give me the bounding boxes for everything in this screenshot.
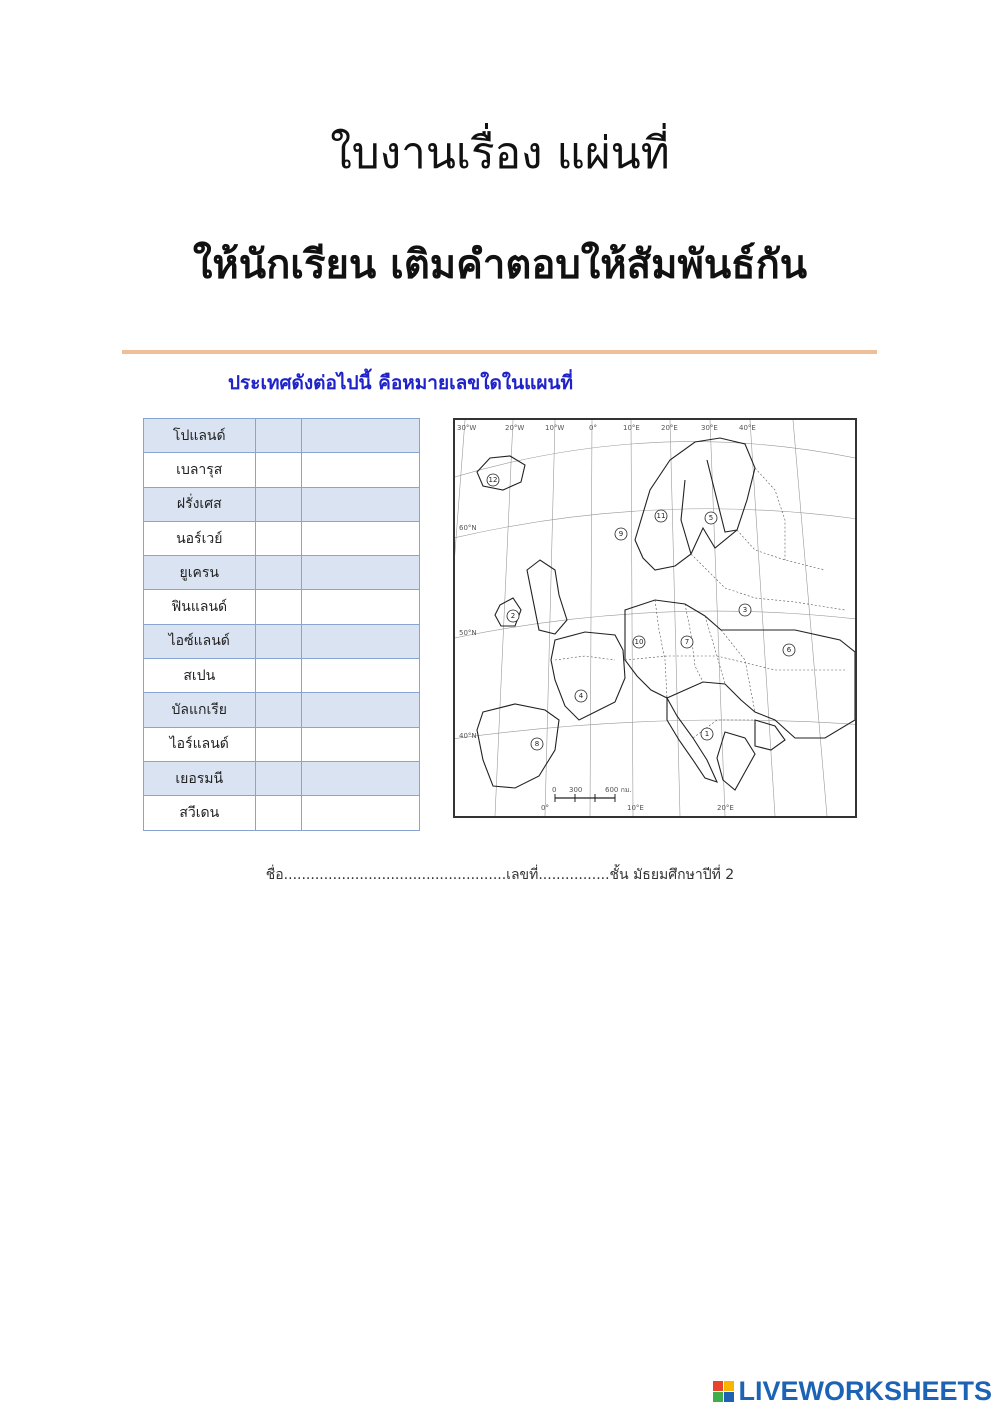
longitude-label: 10°W — [545, 424, 565, 432]
divider-line — [122, 350, 877, 354]
table-row — [144, 659, 420, 693]
bottom-label: 10°E — [627, 804, 644, 812]
answer-table — [143, 418, 420, 831]
table-row — [144, 521, 420, 555]
country-name: สวีเดน — [144, 796, 256, 830]
logo-square — [713, 1381, 723, 1391]
answer-box[interactable] — [255, 624, 302, 658]
answer-box[interactable] — [255, 727, 302, 761]
longitude-label: 20°W — [505, 424, 525, 432]
answer-box[interactable] — [302, 761, 420, 795]
longitude-label: 40°E — [739, 424, 756, 432]
table-row — [144, 727, 420, 761]
answer-box[interactable] — [302, 521, 420, 555]
answer-box[interactable] — [302, 590, 420, 624]
table-row — [144, 556, 420, 590]
answer-box[interactable] — [255, 453, 302, 487]
table-row — [144, 590, 420, 624]
answer-box[interactable] — [255, 487, 302, 521]
answer-box[interactable] — [302, 659, 420, 693]
liveworksheets-brand — [713, 1376, 992, 1407]
brand-name: LIVEWORKSHEETS — [738, 1376, 992, 1406]
country-name: นอร์เวย์ — [144, 521, 256, 555]
logo-square — [724, 1392, 734, 1402]
country-name: เยอรมนี — [144, 761, 256, 795]
longitude-label: 0° — [589, 424, 597, 432]
longitude-label: 30°E — [701, 424, 718, 432]
map-marker-label: 11 — [656, 512, 666, 520]
table-row — [144, 761, 420, 795]
answer-box[interactable] — [255, 796, 302, 830]
map-marker-label: 1 — [704, 730, 710, 738]
europe-map-drawing — [455, 420, 855, 816]
map-number-markers — [487, 474, 795, 750]
answer-box[interactable] — [302, 556, 420, 590]
answer-box[interactable] — [255, 761, 302, 795]
bottom-label: 0° — [541, 804, 549, 812]
answer-box[interactable] — [302, 727, 420, 761]
map-marker-label: 6 — [786, 646, 792, 654]
logo-square — [713, 1392, 723, 1402]
scale-bar-drawing — [555, 794, 615, 802]
map-marker-label: 2 — [510, 612, 516, 620]
bottom-label: 20°E — [717, 804, 734, 812]
country-name: ฟินแลนด์ — [144, 590, 256, 624]
scale-label: 0 — [552, 786, 557, 794]
liveworksheets-logo-icon — [713, 1381, 734, 1402]
map-marker-label: 9 — [618, 530, 624, 538]
map-marker-label: 4 — [578, 692, 584, 700]
question-heading: ประเทศดังต่อไปนี้ คือหมายเลขใดในแผนที่ — [228, 372, 574, 394]
answer-box[interactable] — [255, 659, 302, 693]
country-name: เบลารุส — [144, 453, 256, 487]
map-marker-label: 12 — [488, 476, 498, 484]
answer-box[interactable] — [255, 556, 302, 590]
map-graticule-labels — [457, 424, 756, 812]
scale-label: 300 — [569, 786, 583, 794]
map-marker-label: 10 — [634, 638, 644, 646]
country-name: ฝรั่งเศส — [144, 487, 256, 521]
answer-box[interactable] — [302, 796, 420, 830]
country-name: บัลแกเรีย — [144, 693, 256, 727]
answer-box[interactable] — [302, 453, 420, 487]
latitude-label: 50°N — [459, 629, 477, 637]
map-marker-label: 7 — [684, 638, 690, 646]
worksheet-instruction: ให้นักเรียน เติมคำตอบให้สัมพันธ์กัน — [192, 242, 808, 288]
logo-square — [724, 1381, 734, 1391]
answer-box[interactable] — [302, 487, 420, 521]
europe-map — [453, 418, 857, 818]
longitude-label: 30°W — [457, 424, 477, 432]
country-name: ยูเครน — [144, 556, 256, 590]
answer-box[interactable] — [255, 590, 302, 624]
longitude-label: 10°E — [623, 424, 640, 432]
country-name: ไอร์แลนด์ — [144, 727, 256, 761]
country-name: ไอซ์แลนด์ — [144, 624, 256, 658]
table-row — [144, 693, 420, 727]
answer-box[interactable] — [302, 693, 420, 727]
map-marker-label: 8 — [534, 740, 540, 748]
answer-box[interactable] — [255, 419, 302, 453]
student-info-line: ชื่อ..................................................เลขที่................ชั้น มัธยมศึกษาปีที่ 2 — [265, 867, 735, 883]
answer-box[interactable] — [302, 419, 420, 453]
map-marker-label: 3 — [742, 606, 748, 614]
answer-box[interactable] — [302, 624, 420, 658]
latitude-label: 60°N — [459, 524, 477, 532]
latitude-label: 40°N — [459, 732, 477, 740]
answer-box[interactable] — [255, 521, 302, 555]
country-name: สเปน — [144, 659, 256, 693]
table-row — [144, 624, 420, 658]
scale-label: 600 กม. — [605, 786, 632, 794]
table-row — [144, 487, 420, 521]
table-row — [144, 796, 420, 830]
country-name: โปแลนด์ — [144, 419, 256, 453]
map-marker-label: 5 — [708, 514, 714, 522]
answer-box[interactable] — [255, 693, 302, 727]
table-row — [144, 419, 420, 453]
longitude-label: 20°E — [661, 424, 678, 432]
worksheet-title: ใบงานเรื่อง แผ่นที่ — [330, 128, 670, 179]
table-row — [144, 453, 420, 487]
